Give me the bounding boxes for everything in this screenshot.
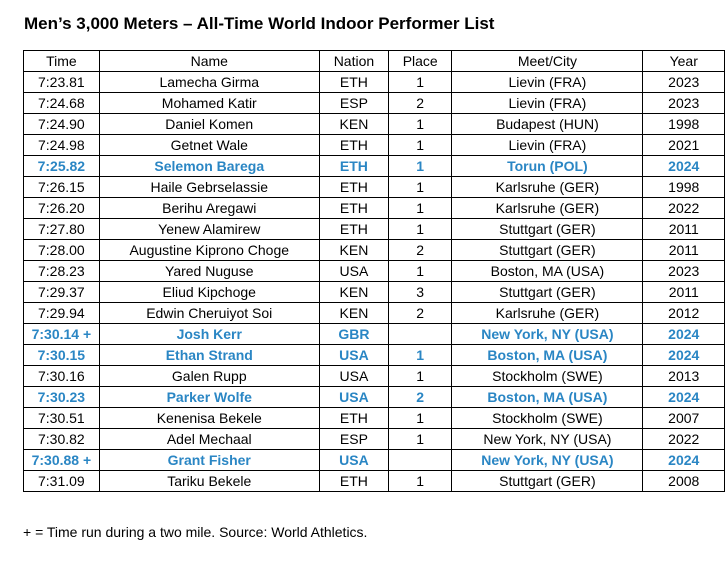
cell-meet-city: Karlsruhe (GER) xyxy=(452,198,643,219)
cell-time: 7:28.00 xyxy=(24,240,100,261)
table-row xyxy=(24,345,725,366)
cell-name: Daniel Komen xyxy=(99,114,319,135)
cell-place: 1 xyxy=(389,345,452,366)
cell-name: Mohamed Katir xyxy=(99,93,319,114)
cell-name: Getnet Wale xyxy=(99,135,319,156)
cell-time: 7:28.23 xyxy=(24,261,100,282)
table-header-row xyxy=(24,51,725,72)
cell-year: 2022 xyxy=(643,429,725,450)
cell-year: 2011 xyxy=(643,219,725,240)
cell-year: 2008 xyxy=(643,471,725,492)
table-row xyxy=(24,156,725,177)
cell-nation: ETH xyxy=(319,135,388,156)
cell-name: Parker Wolfe xyxy=(99,387,319,408)
cell-name: Selemon Barega xyxy=(99,156,319,177)
table-row xyxy=(24,198,725,219)
cell-place: 1 xyxy=(389,471,452,492)
table-row xyxy=(24,240,725,261)
cell-year: 2024 xyxy=(643,345,725,366)
cell-place xyxy=(389,450,452,471)
cell-year: 2024 xyxy=(643,156,725,177)
cell-year: 2011 xyxy=(643,282,725,303)
cell-nation: USA xyxy=(319,345,388,366)
table-body xyxy=(24,72,725,492)
cell-year: 2024 xyxy=(643,324,725,345)
cell-nation: KEN xyxy=(319,282,388,303)
cell-year: 2023 xyxy=(643,72,725,93)
cell-time: 7:30.88 + xyxy=(24,450,100,471)
header-time: Time xyxy=(24,51,100,72)
performer-table xyxy=(23,50,725,492)
cell-time: 7:30.16 xyxy=(24,366,100,387)
table-row xyxy=(24,366,725,387)
cell-place: 1 xyxy=(389,429,452,450)
header-meet-city: Meet/City xyxy=(452,51,643,72)
cell-place: 3 xyxy=(389,282,452,303)
cell-meet-city: Budapest (HUN) xyxy=(452,114,643,135)
cell-meet-city: Lievin (FRA) xyxy=(452,135,643,156)
table-row xyxy=(24,282,725,303)
cell-place: 1 xyxy=(389,114,452,135)
cell-time: 7:24.68 xyxy=(24,93,100,114)
cell-nation: KEN xyxy=(319,114,388,135)
cell-place: 1 xyxy=(389,219,452,240)
cell-nation: KEN xyxy=(319,303,388,324)
cell-year: 2013 xyxy=(643,366,725,387)
header-place: Place xyxy=(389,51,452,72)
cell-place: 2 xyxy=(389,240,452,261)
cell-meet-city: Stockholm (SWE) xyxy=(452,408,643,429)
cell-name: Augustine Kiprono Choge xyxy=(99,240,319,261)
cell-meet-city: Stuttgart (GER) xyxy=(452,471,643,492)
cell-year: 2022 xyxy=(643,198,725,219)
cell-year: 2021 xyxy=(643,135,725,156)
cell-meet-city: Torun (POL) xyxy=(452,156,643,177)
cell-meet-city: Lievin (FRA) xyxy=(452,72,643,93)
cell-time: 7:30.51 xyxy=(24,408,100,429)
cell-place: 2 xyxy=(389,387,452,408)
cell-time: 7:27.80 xyxy=(24,219,100,240)
cell-nation: USA xyxy=(319,366,388,387)
cell-meet-city: Boston, MA (USA) xyxy=(452,345,643,366)
table-row xyxy=(24,324,725,345)
cell-meet-city: Karlsruhe (GER) xyxy=(452,177,643,198)
cell-nation: ETH xyxy=(319,219,388,240)
table-row xyxy=(24,387,725,408)
cell-name: Tariku Bekele xyxy=(99,471,319,492)
cell-time: 7:26.15 xyxy=(24,177,100,198)
table-row xyxy=(24,429,725,450)
cell-nation: ETH xyxy=(319,198,388,219)
table-row xyxy=(24,303,725,324)
cell-name: Grant Fisher xyxy=(99,450,319,471)
table-row xyxy=(24,72,725,93)
cell-year: 2007 xyxy=(643,408,725,429)
cell-place xyxy=(389,324,452,345)
cell-name: Kenenisa Bekele xyxy=(99,408,319,429)
cell-nation: USA xyxy=(319,261,388,282)
cell-year: 1998 xyxy=(643,114,725,135)
cell-time: 7:29.37 xyxy=(24,282,100,303)
cell-year: 1998 xyxy=(643,177,725,198)
table-row xyxy=(24,471,725,492)
cell-meet-city: New York, NY (USA) xyxy=(452,429,643,450)
cell-name: Galen Rupp xyxy=(99,366,319,387)
cell-nation: USA xyxy=(319,450,388,471)
cell-name: Ethan Strand xyxy=(99,345,319,366)
cell-time: 7:23.81 xyxy=(24,72,100,93)
cell-year: 2024 xyxy=(643,387,725,408)
cell-place: 1 xyxy=(389,72,452,93)
cell-place: 1 xyxy=(389,177,452,198)
cell-nation: ETH xyxy=(319,156,388,177)
cell-nation: ESP xyxy=(319,429,388,450)
cell-place: 2 xyxy=(389,303,452,324)
table-row xyxy=(24,114,725,135)
cell-time: 7:29.94 xyxy=(24,303,100,324)
cell-meet-city: Stockholm (SWE) xyxy=(452,366,643,387)
table-row xyxy=(24,177,725,198)
cell-name: Lamecha Girma xyxy=(99,72,319,93)
cell-time: 7:26.20 xyxy=(24,198,100,219)
cell-year: 2024 xyxy=(643,450,725,471)
cell-name: Yared Nuguse xyxy=(99,261,319,282)
cell-place: 1 xyxy=(389,261,452,282)
cell-name: Josh Kerr xyxy=(99,324,319,345)
cell-name: Yenew Alamirew xyxy=(99,219,319,240)
footnote: + = Time run during a two mile. Source: World Athletics. xyxy=(23,524,368,540)
cell-time: 7:30.23 xyxy=(24,387,100,408)
header-nation: Nation xyxy=(319,51,388,72)
cell-time: 7:30.15 xyxy=(24,345,100,366)
table-row xyxy=(24,93,725,114)
header-year: Year xyxy=(643,51,725,72)
table-row xyxy=(24,450,725,471)
cell-nation: USA xyxy=(319,387,388,408)
cell-place: 1 xyxy=(389,408,452,429)
cell-meet-city: Karlsruhe (GER) xyxy=(452,303,643,324)
cell-nation: ETH xyxy=(319,72,388,93)
cell-time: 7:24.90 xyxy=(24,114,100,135)
cell-meet-city: Lievin (FRA) xyxy=(452,93,643,114)
cell-place: 1 xyxy=(389,135,452,156)
header-name: Name xyxy=(99,51,319,72)
cell-name: Eliud Kipchoge xyxy=(99,282,319,303)
cell-place: 1 xyxy=(389,198,452,219)
cell-year: 2012 xyxy=(643,303,725,324)
cell-time: 7:30.14 + xyxy=(24,324,100,345)
cell-meet-city: Stuttgart (GER) xyxy=(452,282,643,303)
cell-meet-city: Boston, MA (USA) xyxy=(452,387,643,408)
cell-name: Adel Mechaal xyxy=(99,429,319,450)
cell-name: Edwin Cheruiyot Soi xyxy=(99,303,319,324)
cell-time: 7:24.98 xyxy=(24,135,100,156)
cell-meet-city: Stuttgart (GER) xyxy=(452,240,643,261)
cell-place: 1 xyxy=(389,156,452,177)
cell-nation: ESP xyxy=(319,93,388,114)
cell-nation: ETH xyxy=(319,471,388,492)
cell-nation: ETH xyxy=(319,408,388,429)
table-row xyxy=(24,135,725,156)
cell-meet-city: Boston, MA (USA) xyxy=(452,261,643,282)
cell-nation: GBR xyxy=(319,324,388,345)
cell-year: 2011 xyxy=(643,240,725,261)
cell-nation: ETH xyxy=(319,177,388,198)
table-row xyxy=(24,219,725,240)
cell-place: 1 xyxy=(389,366,452,387)
cell-meet-city: Stuttgart (GER) xyxy=(452,219,643,240)
table-row xyxy=(24,408,725,429)
cell-nation: KEN xyxy=(319,240,388,261)
cell-time: 7:25.82 xyxy=(24,156,100,177)
cell-time: 7:30.82 xyxy=(24,429,100,450)
cell-year: 2023 xyxy=(643,93,725,114)
cell-year: 2023 xyxy=(643,261,725,282)
cell-time: 7:31.09 xyxy=(24,471,100,492)
table-row xyxy=(24,261,725,282)
page-title: Men’s 3,000 Meters – All-Time World Indoor Performer List xyxy=(24,14,495,33)
cell-meet-city: New York, NY (USA) xyxy=(452,450,643,471)
cell-name: Berihu Aregawi xyxy=(99,198,319,219)
cell-name: Haile Gebrselassie xyxy=(99,177,319,198)
cell-place: 2 xyxy=(389,93,452,114)
cell-meet-city: New York, NY (USA) xyxy=(452,324,643,345)
